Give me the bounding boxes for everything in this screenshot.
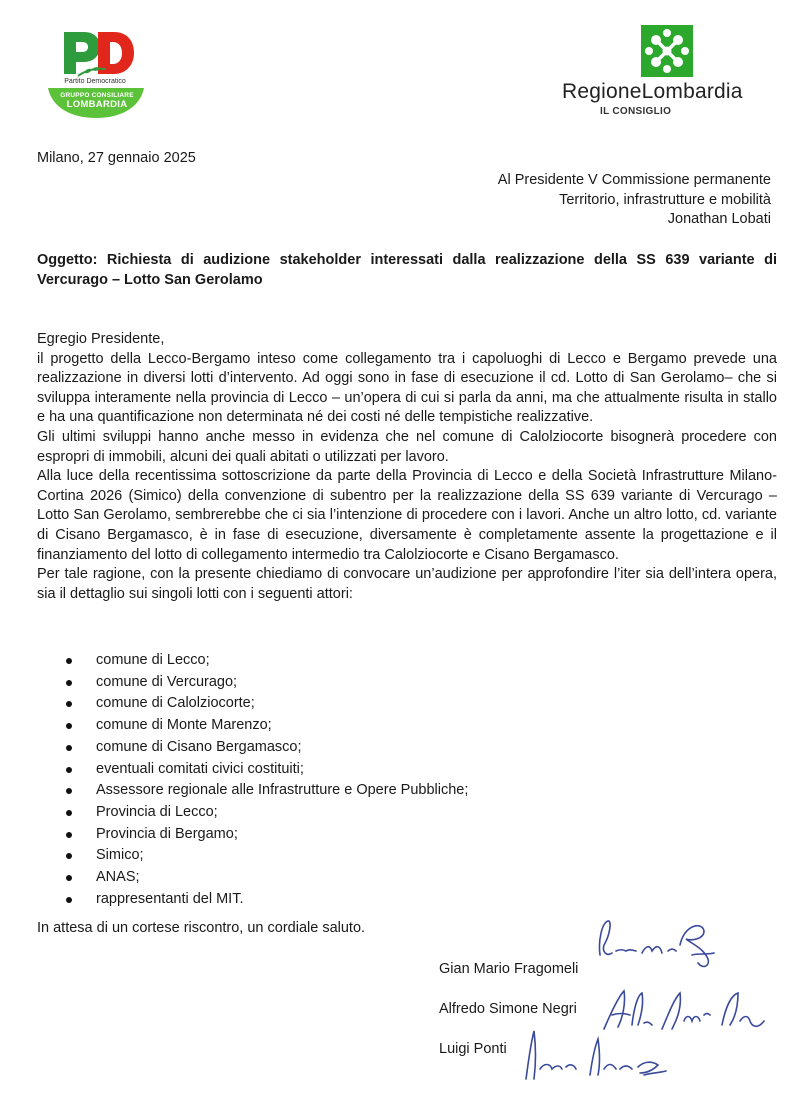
list-item: eventuali comitati civici costituiti; bbox=[37, 759, 468, 781]
signatory-name: Luigi Ponti bbox=[439, 1041, 507, 1057]
signatory-name: Gian Mario Fragomeli bbox=[439, 961, 579, 977]
letter-body bbox=[37, 330, 777, 604]
list-item: comune di Lecco; bbox=[37, 650, 468, 672]
pd-party-line: Partito Democratico bbox=[64, 78, 126, 85]
body-paragraph: Per tale ragione, con la presente chiediamo di convocare un’audizione per approfondire l’iter sia dell’intera opera, sia il dettaglio sui singoli lotti con i seguenti attori: bbox=[37, 566, 777, 602]
date-line: Milano, 27 gennaio 2025 bbox=[37, 150, 196, 166]
recipient-line: Territorio, infrastrutture e mobilità bbox=[559, 191, 771, 208]
list-item: comune di Cisano Bergamasco; bbox=[37, 737, 468, 759]
salutation: Egregio Presidente, bbox=[37, 331, 165, 347]
list-item: Provincia di Bergamo; bbox=[37, 824, 468, 846]
closing-line: In attesa di un cortese riscontro, un cordiale saluto. bbox=[37, 920, 366, 936]
regione-lombardia-name: RegioneLombardia bbox=[562, 80, 743, 103]
recipient-line: Al Presidente V Commissione permanente bbox=[497, 172, 771, 188]
il-consiglio-label: IL CONSIGLIO bbox=[600, 106, 672, 117]
attendee-list bbox=[37, 650, 468, 910]
list-item: Assessore regionale alle Infrastrutture e Opere Pubbliche; bbox=[37, 780, 468, 802]
list-item: comune di Vercurago; bbox=[37, 672, 468, 694]
pd-letters-icon bbox=[64, 32, 134, 76]
body-paragraph: Gli ultimi sviluppi hanno anche messo in evidenza che nel comune di Calolziocorte bisognerà procedere con espropri di immobili, alcuni dei quali abitati o utilizzati per lavoro. bbox=[37, 428, 777, 465]
recipient-block bbox=[498, 171, 771, 230]
subject-line: Oggetto: Richiesta di audizione stakeholder interessati dalla realizzazione della SS 639 variante di Vercurago – Lotto San Gerolamo bbox=[37, 252, 777, 288]
rosa-camuna-icon bbox=[641, 25, 693, 77]
list-item: Simico; bbox=[37, 845, 468, 867]
signature-fragomeli bbox=[592, 915, 722, 975]
list-item: ANAS; bbox=[37, 867, 468, 889]
pd-group-line2: LOMBARDIA bbox=[66, 99, 128, 110]
body-paragraph: Alla luce della recentissima sottoscrizione da parte della Provincia di Lecco e della Società Infrastrutture Milano-Cortina 2026 (Simico) della convenzione di subentro per la realizzazione della SS 639 variante di Vercurago – Lotto San Gerolamo, sembrerebbe che ci sia l’intenzione di procedere con i lavori. Anche un altro lotto, cd. variante di Cisano Bergamasco, è in fase di esecuzione, diversamente è completamente assente la progettazione e il finanziamento del lotto di collegamento intermedio tra Calolziocorte e Cisano Bergamasco. bbox=[37, 468, 777, 563]
list-item: rappresentanti del MIT. bbox=[37, 889, 468, 911]
list-item: comune di Calolziocorte; bbox=[37, 693, 468, 715]
body-paragraph: il progetto della Lecco-Bergamo inteso come collegamento tra i capoluoghi di Lecco e Bergamo prevede una realizzazione in diversi lotti d’intervento. Ad oggi sono in fase di esecuzione il cd. Lotto di San Gerolamo– che si sviluppa interamente nella provincia di Lecco – un’opera di cui si parla da anni, ma che attualmente risulta in stallo e ha una quantificazione non determinata né dei costi né delle tempistiche realizzative. bbox=[37, 350, 777, 426]
pd-group-line1: GRUPPO CONSILIARE bbox=[60, 92, 134, 99]
recipient-line: Jonathan Lobati bbox=[667, 211, 771, 227]
list-item: comune di Monte Marenzo; bbox=[37, 715, 468, 737]
list-item: Provincia di Lecco; bbox=[37, 802, 468, 824]
signature-ponti bbox=[520, 1025, 670, 1085]
signatory-name: Alfredo Simone Negri bbox=[439, 1001, 577, 1017]
